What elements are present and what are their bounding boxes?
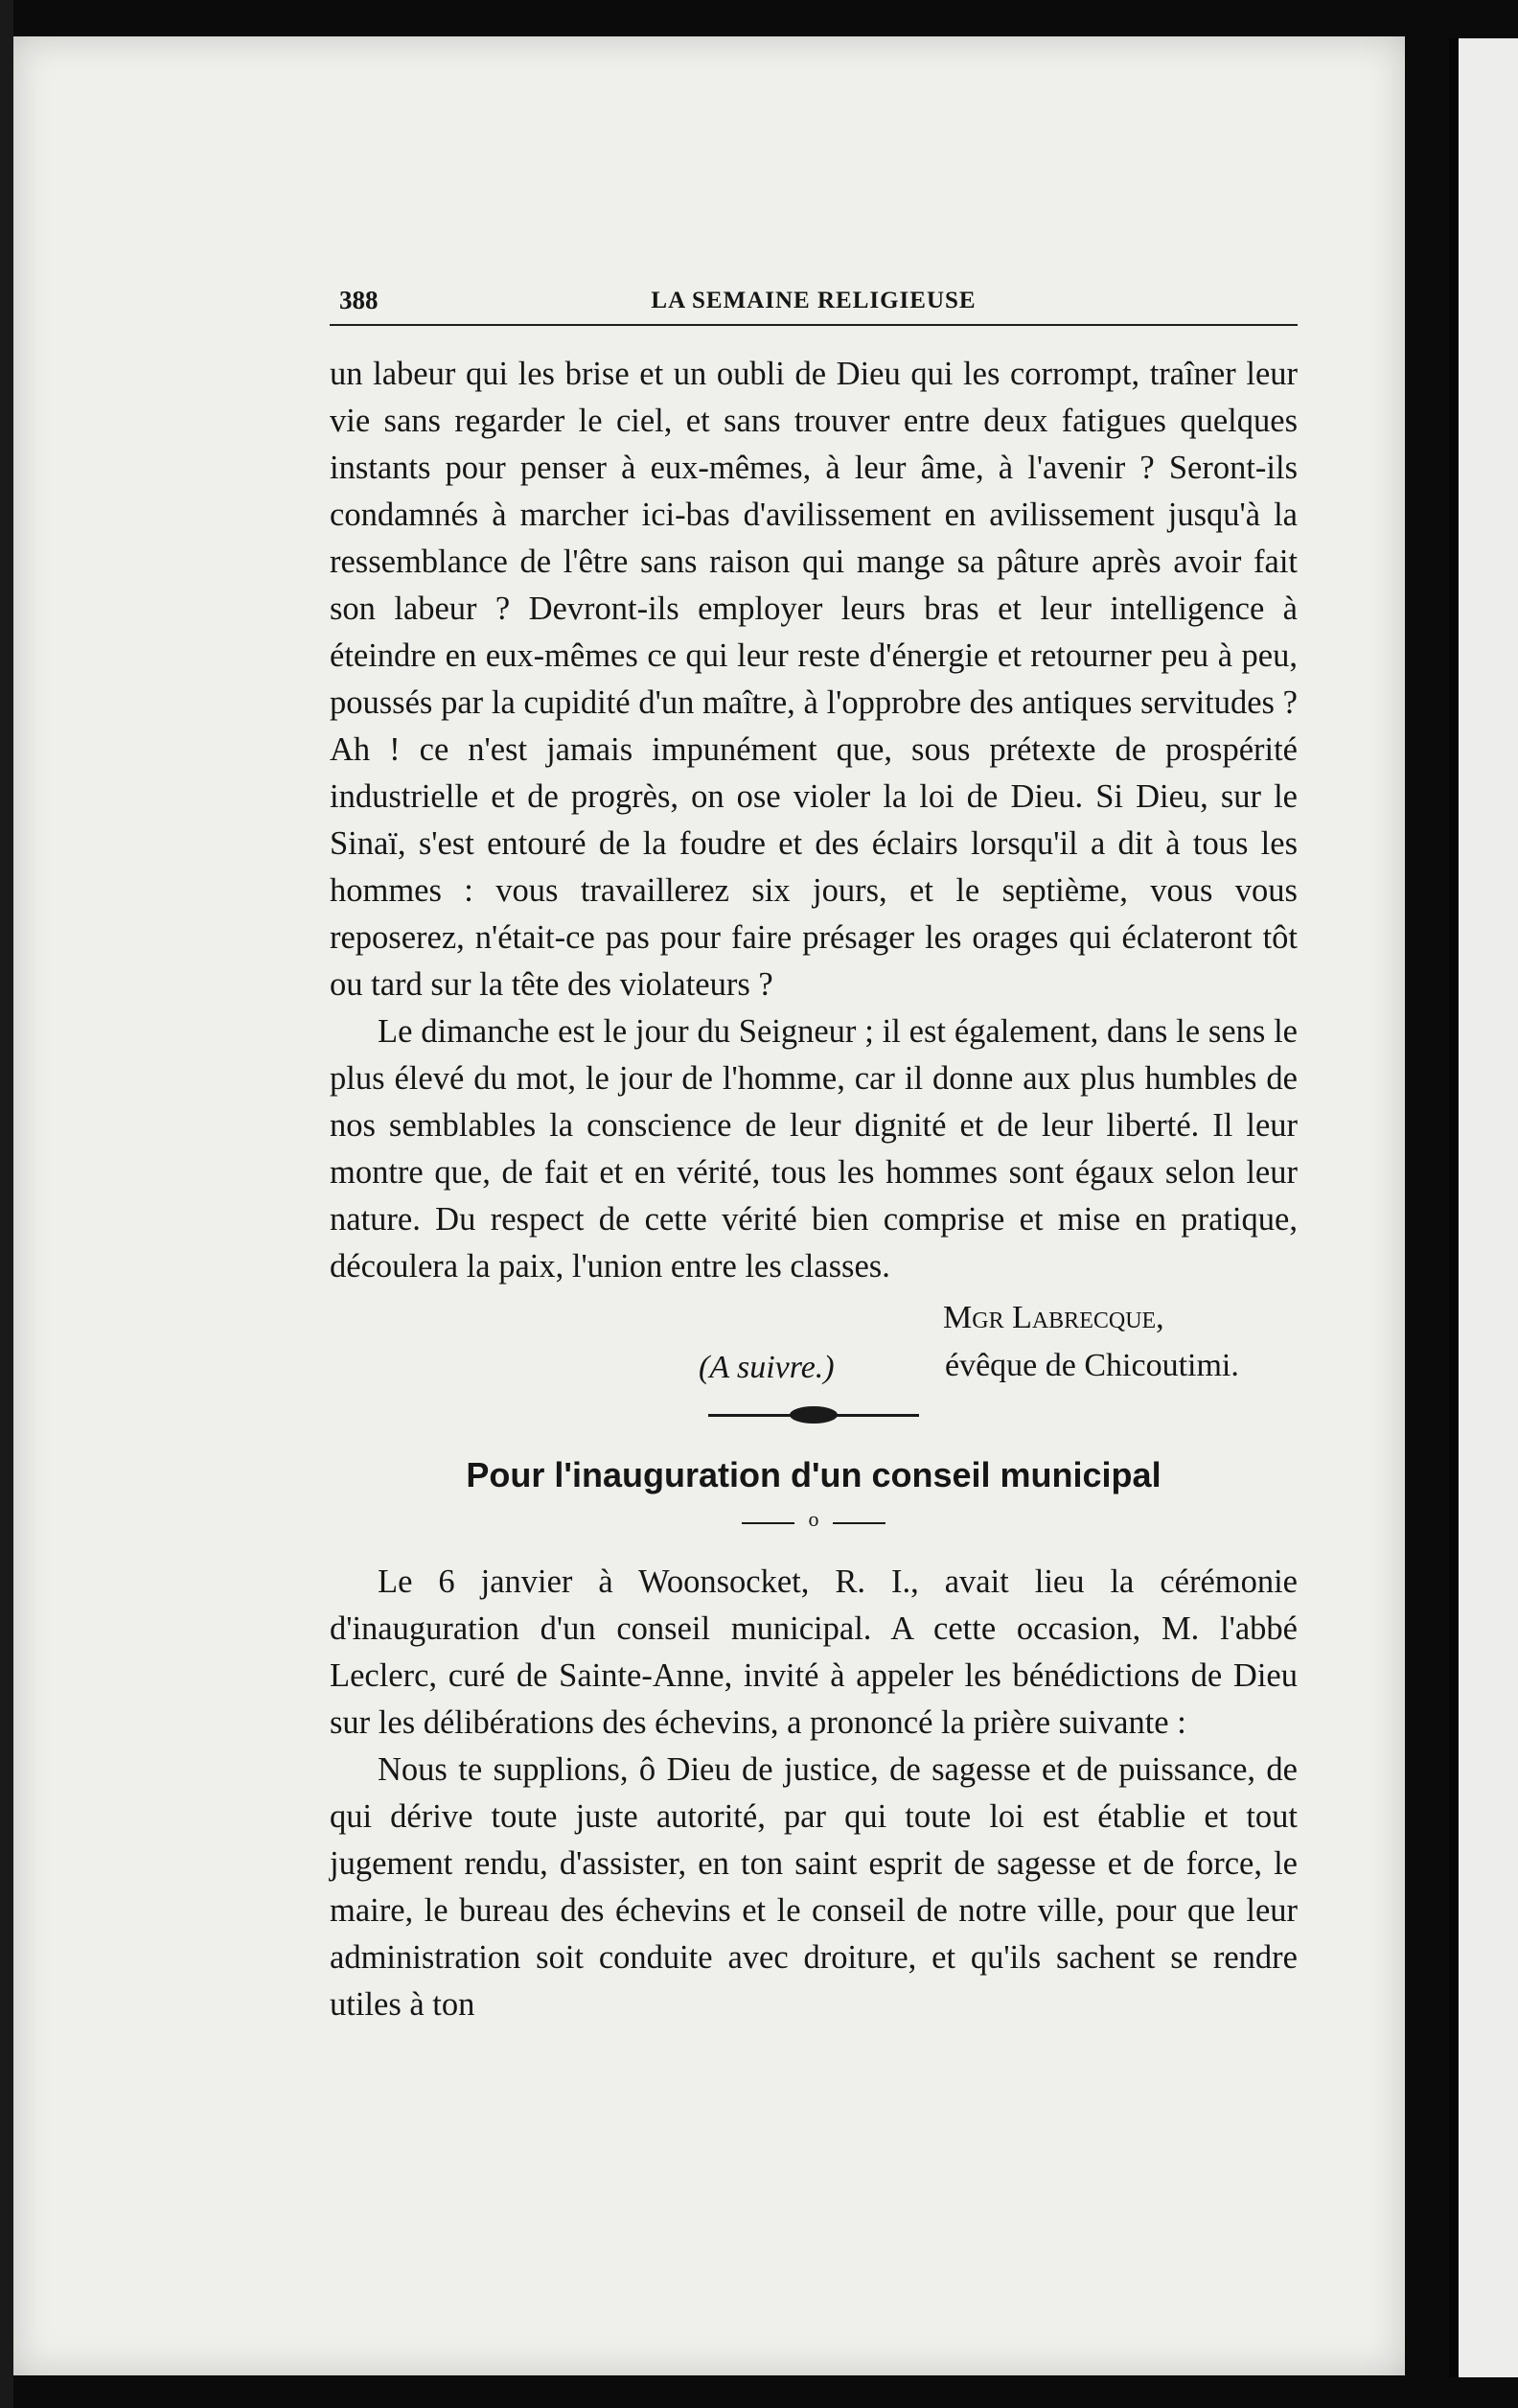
section-title: Pour l'inauguration d'un conseil municipal <box>466 1455 1162 1494</box>
paragraph-1: un labeur qui les brise et un oubli de Dieu qui les corrompt, traîner leur vie sans regarder le ciel, et sans trouver entre deux fatigues quelques instants pour penser à eux-mêmes, à leur âme, à l'avenir ? Seront-ils condamnés à marcher ici-bas d'avilissement en avilissement jusqu'à la ressemblance de l'être sans raison qui mange sa pâture après avoir fait son labeur ? Devront-ils employer leurs bras et leur intelligence à éteindre en eux-mêmes ce qui leur reste d'énergie et retourner peu à peu, poussés par la cupidité d'un maître, à l'opprobre des antiques servitudes ? Ah ! ce n'est jamais impunément que, sous prétexte de prospérité industrielle et de progrès, on ose violer la loi de Dieu. Si Dieu, sur le Sinaï, s'est entouré de la foudre et des éclairs lorsqu'il a dit à tous les hommes : vous travaillerez six jours, et le septième, vous vous reposerez, n'était-ce pas pour faire présager les orages qui éclateront tôt ou tard sur la tête des violateurs ? <box>330 356 1298 1003</box>
signature-role: évêque de Chicoutimi. <box>945 1348 1239 1383</box>
scan-left-edge <box>0 0 13 2408</box>
fleuron-ornament-icon <box>790 1406 838 1424</box>
adjacent-page-edge <box>1449 38 1518 2377</box>
page <box>13 36 1405 2375</box>
paragraph-2: Le dimanche est le jour du Seigneur ; il est également, dans le sens le plus élevé du mot, le jour de l'homme, car il donne aux plus humbles de nos semblables la conscience de leur dignité et de leur liberté. Il leur montre que, de fait et en vérité, tous les hommes sont égaux selon leur nature. Du respect de cette vérité bien comprise et mise en pratique, découlera la paix, l'union entre les classes. <box>330 1013 1298 1285</box>
continued-note: (A suivre.) <box>699 1350 835 1385</box>
rule-line-left <box>742 1522 794 1524</box>
journal-title: LA SEMAINE RELIGIEUSE <box>651 288 977 313</box>
running-header <box>330 276 1298 326</box>
section-paragraph-2: Nous te supplions, ô Dieu de justice, de sagesse et de puissance, de qui dérive toute juste autorité, par qui toute loi est établie et tout jugement rendu, d'assister, en ton saint esprit de sagesse et de force, le maire, le bureau des échevins et le conseil de notre ville, pour que leur administration soit conduite avec droiture, et qu'ils sachent se rendre utiles à ton <box>330 1751 1298 2023</box>
rule-line-right <box>833 1522 886 1524</box>
signature-name: Mgr Labrecque, <box>943 1300 1164 1335</box>
small-rule-divider <box>742 1507 886 1536</box>
signature-block <box>330 1294 1298 1390</box>
page-content <box>330 276 1298 2028</box>
fleuron-divider <box>708 1401 919 1430</box>
page-number: 388 <box>339 286 379 314</box>
rule-mark: o <box>808 1507 819 1531</box>
section-paragraph-1: Le 6 janvier à Woonsocket, R. I., avait lieu la cérémonie d'inauguration d'un conseil municipal. A cette occasion, M. l'abbé Leclerc, curé de Sainte-Anne, invité à appeler les bénédictions de Dieu sur les délibérations des échevins, a prononcé la prière suivante : <box>330 1563 1298 1741</box>
